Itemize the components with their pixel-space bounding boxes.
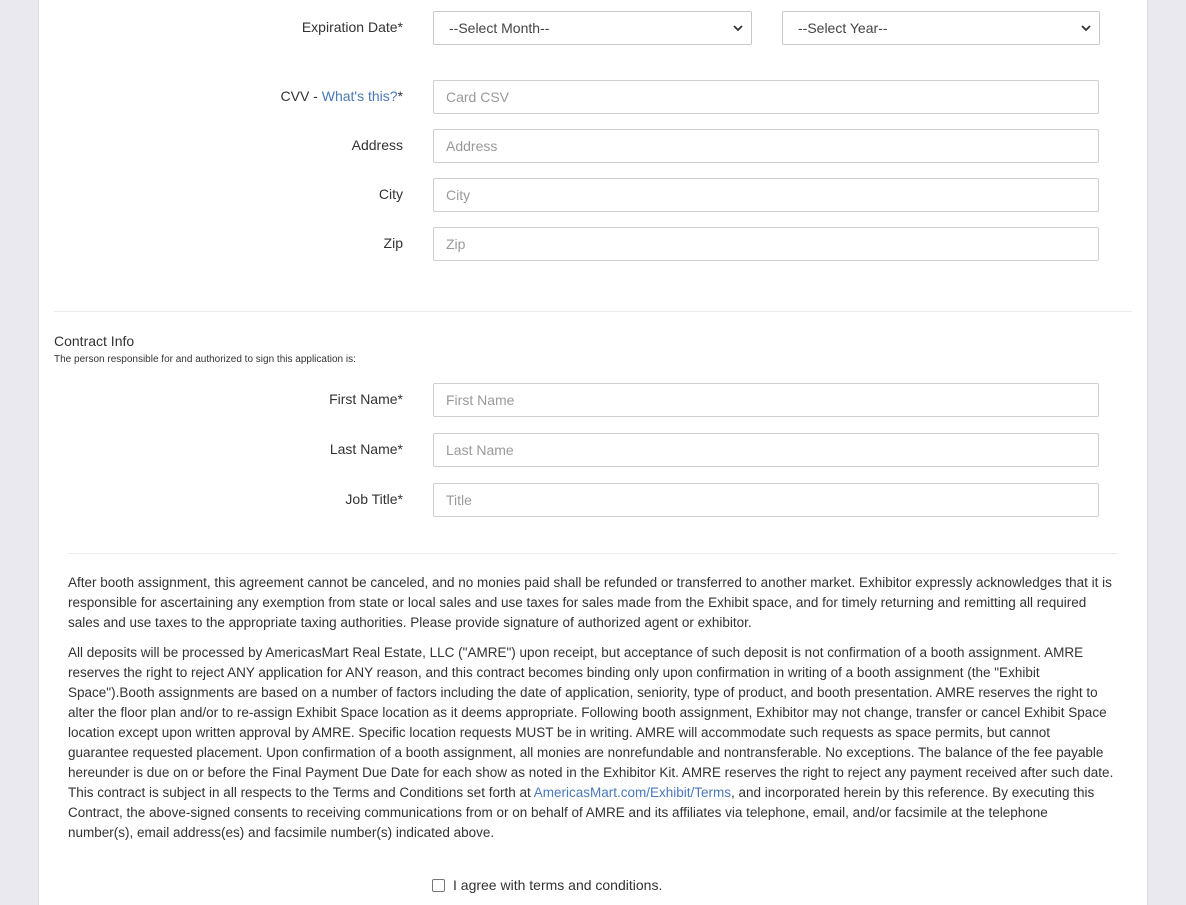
address-label: Address <box>351 137 403 153</box>
job-title-input[interactable] <box>433 483 1099 517</box>
terms-paragraph-1: After booth assignment, this agreement cannot be canceled, and no monies paid shall be refunded or transferred to another market. Exhibitor expressly acknowledges that it is responsible for ascertaining any exemption from state or local sales and use taxes for sales made from the Exhibit space, and for timely returning and remitting all required sales and use taxes to the appropriate taxing authorities. Please provide signature of authorized agent or exhibitor. <box>68 575 1112 630</box>
last-name-input[interactable] <box>433 433 1099 467</box>
cvv-required-mark: * <box>397 88 403 104</box>
city-label: City <box>378 186 403 202</box>
cvv-label <box>3 88 403 104</box>
agree-row <box>432 877 662 893</box>
chevron-down-icon <box>1081 23 1091 33</box>
month-select-value: --Select Month-- <box>449 20 550 36</box>
form-card <box>38 0 1148 905</box>
agree-label[interactable]: I agree with terms and conditions. <box>453 877 663 893</box>
terms-link[interactable]: AmericasMart.com/Exhibit/Terms <box>533 785 732 800</box>
last-name-label: Last Name* <box>329 441 403 457</box>
zip-label: Zip <box>383 235 403 251</box>
contract-info-heading: Contract Info <box>54 333 135 349</box>
cvv-help-link[interactable]: What's this? <box>321 88 398 104</box>
zip-input[interactable] <box>433 227 1099 261</box>
city-input[interactable] <box>433 178 1099 212</box>
first-name-label: First Name* <box>329 391 403 407</box>
year-select[interactable] <box>782 11 1100 45</box>
cvv-label-prefix: CVV - <box>280 88 322 104</box>
terms-text-after-link: , and incorporated herein by this reference. By executing this Contract, the above-signed consents to receiving communications from or on behalf of AMRE and its affiliates via telephone, email, and/or facsimile at the telephone number(s), email address(es) and facsimile number(s) indicated above. <box>68 785 1095 840</box>
address-input[interactable] <box>433 129 1099 163</box>
month-select[interactable] <box>433 11 752 45</box>
cvv-input[interactable] <box>433 80 1099 114</box>
terms-paragraph-2 <box>68 643 1114 843</box>
year-select-value: --Select Year-- <box>798 20 888 36</box>
chevron-down-icon <box>733 23 743 33</box>
section-divider <box>54 311 1132 312</box>
expiration-date-label: Expiration Date* <box>301 19 403 35</box>
agree-checkbox[interactable] <box>432 879 445 892</box>
terms-text-before-link: All deposits will be processed by AmericasMart Real Estate, LLC ("AMRE") upon receipt, but acceptance of such deposit is not confirmation of a booth assignment. AMRE reserves the right to reject ANY application for ANY reason, and this contract becomes binding only upon confirmation in writing of a booth assignment (the "Exhibit Space").Booth assignments are based on a number of factors including the date of application, seniority, type of product, and booth presentation. AMRE reserves the right to alter the floor plan and/or to re-assign Exhibit Space location as it deems appropriate. Following booth assignment, Exhibitor may not change, transfer or cancel Exhibit Space location except upon written approval by AMRE. Specific location requests MUST be in writing. AMRE will accommodate such requests as space permits, but cannot guarantee requested placement. Upon confirmation of a booth assignment, all monies are nonrefundable and nontransferable. No exceptions. The balance of the fee payable hereunder is due on or before the Final Payment Due Date for each show as noted in the Exhibitor Kit. AMRE reserves the right to reject any payment received after such date. This contract is subject in all respects to the Terms and Conditions set forth at <box>68 645 1114 800</box>
terms-divider <box>68 553 1118 554</box>
first-name-input[interactable] <box>433 383 1099 417</box>
contract-info-subtext: The person responsible for and authorized to sign this application is: <box>54 354 356 365</box>
job-title-label: Job Title* <box>345 491 403 507</box>
